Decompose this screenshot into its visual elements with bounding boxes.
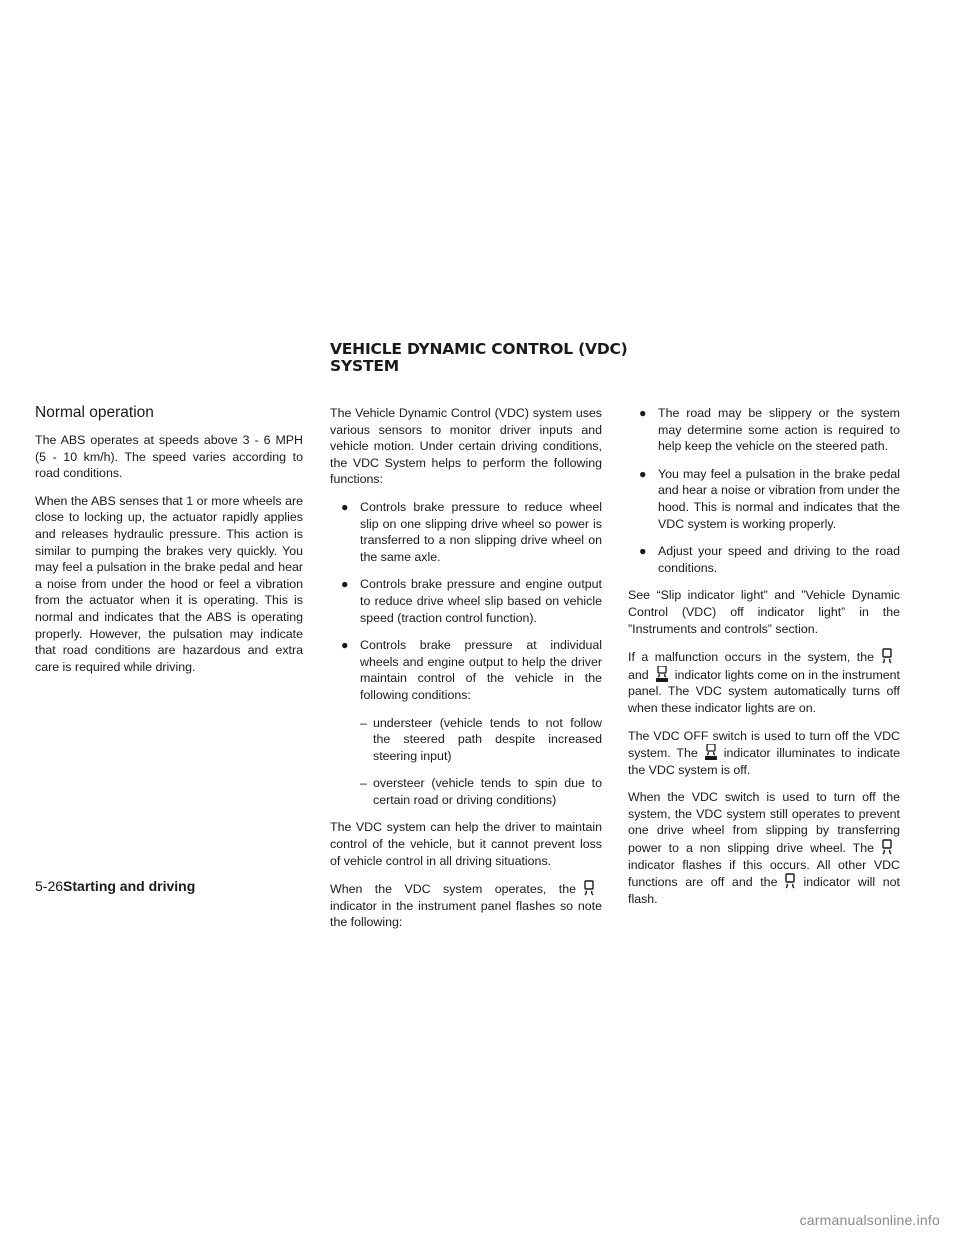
paragraph: When the VDC switch is used to turn off the system, the VDC system still operates to prevent one drive wheel from slipping by transferring power to a non slipping drive wheel. The indicator flashes if this occurs. All other VDC functions are off and the indicator will not flash. bbox=[628, 790, 900, 906]
paragraph: The Vehicle Dynamic Control (VDC) system uses various sensors to monitor driver inputs and vehicle motion. Under certain driving conditions, the VDC System helps to perform the following functions: bbox=[330, 406, 602, 487]
column-2 bbox=[330, 405, 602, 942]
bullet-item: ● Adjust your speed and driving to the road conditions. bbox=[639, 544, 900, 575]
paragraph: The ABS operates at speeds above 3 - 6 MPH (5 - 10 km/h). The speed varies according to road conditions. bbox=[35, 433, 303, 481]
slip-indicator-icon bbox=[874, 648, 900, 664]
column-1 bbox=[35, 404, 303, 686]
dash-item: – oversteer (vehicle tends to spin due to certain road or driving conditions) bbox=[360, 776, 602, 807]
bullet-icon: ● bbox=[639, 406, 647, 420]
bullet-item: ● The road may be slippery or the system may determine some action is required to help keep the vehicle on the steered path. bbox=[639, 406, 900, 454]
footer-section: Starting and driving bbox=[63, 878, 196, 894]
bullet-item: ● Controls brake pressure at individual wheels and engine output to help the driver maintain control of the vehicle in the following conditions: bbox=[341, 638, 602, 702]
section-title: VEHICLE DYNAMIC CONTROL (VDC) SYSTEM bbox=[330, 340, 628, 375]
bullet-icon: ● bbox=[341, 577, 349, 592]
paragraph: If a malfunction occurs in the system, the and indicator lights come on in the instrument panel. The VDC system automatically turns off when these indicator lights are on. bbox=[628, 650, 900, 715]
dash-icon: – bbox=[360, 776, 367, 791]
page-number: 5-26 bbox=[35, 878, 64, 894]
paragraph: See “Slip indicator light” and ”Vehicle Dynamic Control (VDC) off indicator light” in the ”Instruments and controls” section. bbox=[628, 588, 900, 636]
bullet-item: ● Controls brake pressure to reduce wheel slip on one slipping drive wheel so power is transferred to a non slipping drive wheel on the same axle. bbox=[341, 499, 602, 564]
bullet-icon: ● bbox=[341, 638, 349, 653]
dash-icon: – bbox=[360, 715, 367, 730]
paragraph: The VDC OFF switch is used to turn off the VDC system. The indicator illuminates to indicate the VDC system is off. bbox=[628, 728, 900, 777]
watermark: carmanualsonline.info bbox=[799, 1212, 940, 1228]
dash-item: – understeer (vehicle tends to not follow the steered path despite increased steering input) bbox=[360, 715, 602, 763]
slip-indicator-icon bbox=[576, 880, 602, 896]
paragraph: When the VDC system operates, theindicator in the instrument panel flashes so note the following: bbox=[330, 882, 602, 930]
paragraph: When the ABS senses that 1 or more wheels are close to locking up, the actuator rapidly applies and releases hydraulic pressure. This action is similar to pumping the brakes very quickly. You may feel a pulsation in the brake pedal and hear a noise from under the hood or feel a vibration from the actuator when it is operating. This is normal and indicates that the ABS is operating properly. However, the pulsation may indicate that road conditions are hazardous and extra care is required while driving. bbox=[35, 493, 303, 674]
bullet-icon: ● bbox=[639, 466, 647, 481]
bullet-item: ● Controls brake pressure and engine output to reduce drive wheel slip based on vehicle speed (traction control function). bbox=[341, 577, 602, 625]
bullet-item: ● You may feel a pulsation in the brake pedal and hear a noise or vibration from under the hood. This is normal and indicates that the VDC system is working properly. bbox=[639, 466, 900, 531]
paragraph: The VDC system can help the driver to maintain control of the vehicle, but it cannot prevent loss of vehicle control in all driving situations. bbox=[330, 820, 602, 868]
bullet-icon: ● bbox=[341, 499, 349, 514]
vdc-off-indicator-icon bbox=[649, 666, 675, 682]
subsection-title: Normal operation bbox=[35, 404, 154, 421]
page-footer bbox=[35, 877, 195, 895]
slip-indicator-icon bbox=[777, 873, 803, 889]
column-3 bbox=[628, 405, 900, 918]
slip-indicator-icon bbox=[874, 839, 900, 855]
bullet-icon: ● bbox=[639, 544, 647, 559]
vdc-off-indicator-icon bbox=[698, 744, 724, 760]
